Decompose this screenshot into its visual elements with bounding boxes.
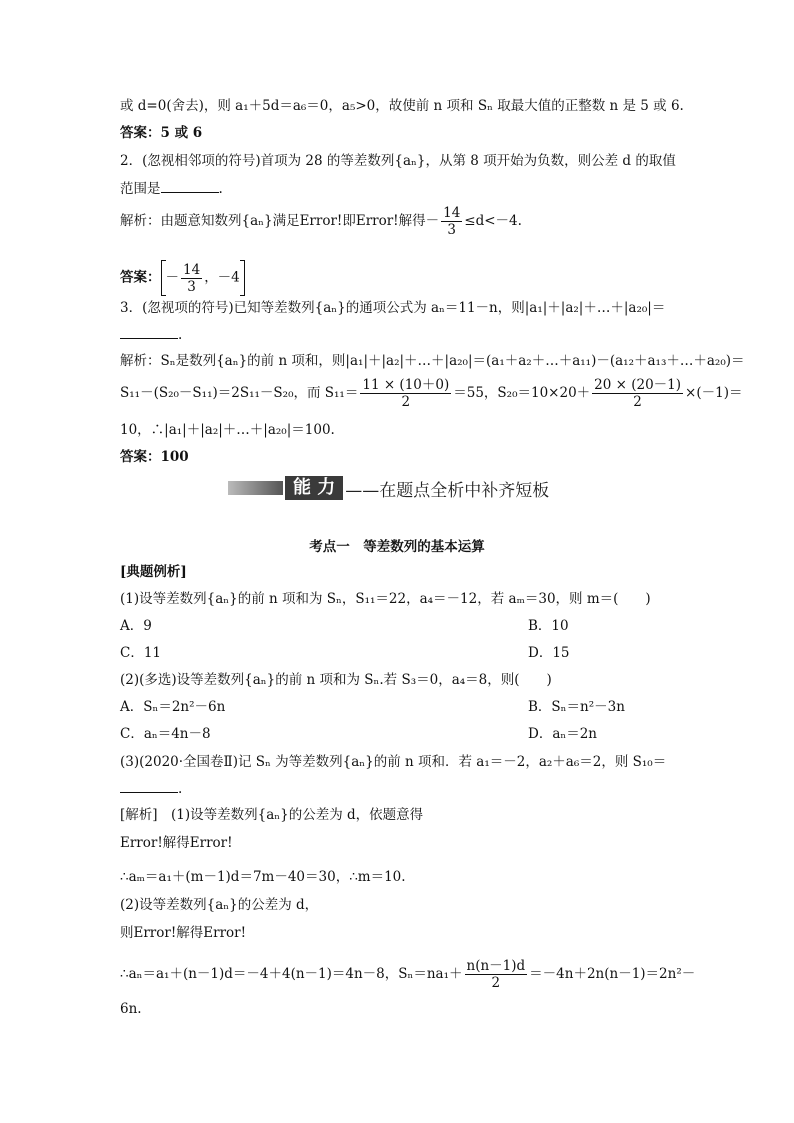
solution-line: (2)设等差数列{aₙ}的公差为 d， [120,897,319,913]
fraction [360,377,451,410]
option-row [120,617,684,635]
solution-line: 10，∴|a₁|＋|a₂|＋…＋|a₂₀|＝100. [120,422,335,438]
numerator: 14 [183,261,201,278]
option-d: D．15 [528,645,570,661]
text: . [178,327,183,343]
solution-line: 6n. [120,1001,142,1017]
option-b: B．10 [528,618,569,634]
question-1: (1)设等差数列{aₙ}的前 n 项和为 Sₙ，S₁₁＝22，a₄＝－12，若 aₘ＝30，则 m＝( ) [120,591,651,607]
fraction [441,205,462,238]
option-row [120,644,684,662]
numerator: 20 × (20－1) [594,377,682,393]
denominator: 2 [401,394,411,410]
solution-line: Error!解得Error! [120,835,233,851]
text: ，－4 [204,269,240,286]
answer-blank [161,180,219,193]
text: ＝55，S₂₀＝10×20＋ [453,385,591,401]
solution-line: 解析：Sₙ是数列{aₙ}的前 n 项和，则|a₁|＋|a₂|＋…＋|a₂₀|＝(a₁＋a₂＋…＋a₁₁)－(a₁₂＋a₁₃＋…＋a₂₀)＝ [120,353,745,369]
solution-line: ∴aₘ＝a₁＋(m－1)d＝7m－40＝30，∴m＝10. [120,869,406,885]
text: － [165,269,179,286]
option-a: A．9 [120,618,152,634]
text: ＝－4n＋2n(n－1)＝2n²－ [529,966,696,982]
banner-tag: 能 力 [285,476,343,500]
answer-blank [120,780,178,793]
text: . [218,181,223,197]
option-c: C．11 [120,645,162,661]
option-d: D．aₙ＝2n [528,726,597,742]
question-2-cont [120,180,684,198]
fraction [465,958,528,991]
text: ≤d<－4. [464,213,522,229]
option-row [120,725,684,743]
denominator: 3 [187,278,196,295]
example-label: [典题例析] [120,564,187,580]
option-c: C．aₙ＝4n－8 [120,726,211,742]
text: 答案： [120,269,161,286]
question-3: 3．(忽视项的符号)已知等差数列{aₙ}的通项公式为 aₙ＝11－n，则|a₁|＋|a₂|＋…＋|a₂₀|＝ [120,300,666,316]
text: 范围是 [120,181,161,197]
option-row [120,698,684,716]
solution-line: [解析] (1)设等差数列{aₙ}的公差为 d，依题意得 [120,807,424,823]
question-3-cont [120,780,684,798]
solution-line [120,377,743,410]
question-2: (2)(多选)设等差数列{aₙ}的前 n 项和为 Sₙ.若 S₃＝0，a₄＝8，则( ) [120,672,552,688]
question-3: (3)(2020·全国卷Ⅱ)记 Sₙ 为等差数列{aₙ}的前 n 项和．若 a₁＝－2，a₂＋a₆＝2，则 S₁₀＝ [120,754,667,770]
text: ∴aₙ＝a₁＋(n－1)d＝－4＋4(n－1)＝4n－8，Sₙ＝na₁＋ [120,966,463,982]
solution-line [120,205,684,238]
numerator: 11 × (10＋0) [362,377,450,393]
denominator: 2 [491,975,501,991]
text: S₁₁－(S₂₀－S₁₁)＝2S₁₁－S₂₀，而 S₁₁＝ [120,385,359,401]
question-3-cont [120,326,684,344]
solution-line [120,958,696,991]
numerator: 14 [443,205,461,221]
option-b: B．Sₙ＝n²－3n [528,699,625,715]
text: 解析：由题意知数列{aₙ}满足Error!即Error!解得－ [120,213,440,229]
solution-line: 则Error!解得Error! [120,925,247,941]
text: . [178,781,183,797]
section-heading: 考点一 等差数列的基本运算 [309,539,485,555]
fraction [592,377,683,410]
denominator: 2 [633,394,642,410]
fraction [181,262,202,295]
banner-subtitle: ——在题点全析中补齐短板 [345,480,550,501]
option-a: A．Sₙ＝2n²－6n [120,699,226,715]
banner-bar [228,481,283,495]
denominator: 3 [447,222,456,238]
answer-line [120,260,684,296]
text: ×(－1)＝ [685,385,743,401]
bracket-right [240,260,245,296]
section-banner [228,476,549,500]
answer-line: 答案：5 或 6 [120,125,203,141]
answer-blank [120,326,178,339]
text-line: 或 d=0(舍去)，则 a₁＋5d＝a₆＝0，a₅>0，故使前 n 项和 Sₙ 取最大值的正整数 n 是 5 或 6. [120,98,684,114]
question-2: 2．(忽视相邻项的符号)首项为 28 的等差数列{aₙ}，从第 8 项开始为负数，则公差 d 的取值 [120,153,676,169]
numerator: n(n－1)d [466,958,526,974]
answer-line: 答案：100 [120,449,189,465]
